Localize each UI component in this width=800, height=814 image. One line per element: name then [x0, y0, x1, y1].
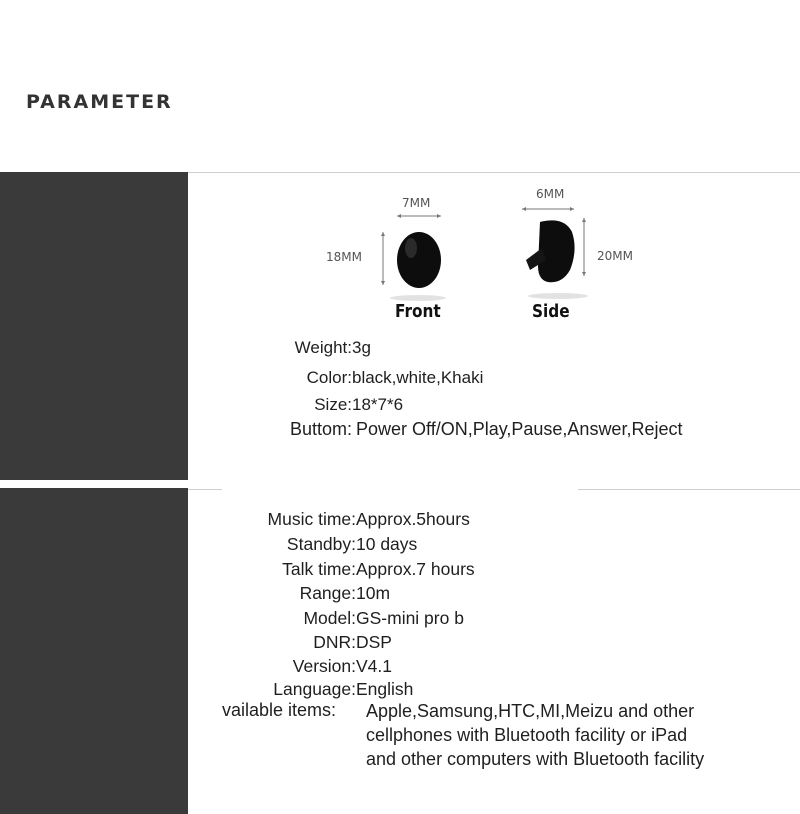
spec-talk-time [188, 559, 475, 580]
spec-value: black,white,Khaki [352, 368, 484, 387]
front-width-label: 7MM [402, 196, 431, 210]
spec-label: Language: [273, 679, 356, 699]
spec-value: 10 days [356, 534, 418, 554]
side-height-label: 20MM [597, 249, 633, 263]
spec-music-time [188, 509, 470, 530]
spec-version [188, 656, 392, 677]
spec-label: Music time: [267, 509, 356, 529]
side-earbud-icon [512, 200, 596, 304]
spec-label: Weight: [294, 338, 352, 357]
side-view-label: Side [532, 301, 570, 322]
available-line: Apple,Samsung,HTC,MI,Meizu and other [366, 701, 695, 721]
spec-label: Range: [299, 583, 356, 603]
spec-weight [200, 338, 371, 358]
front-height-label: 18MM [326, 250, 362, 264]
front-view-label: Front [395, 301, 441, 322]
spec-value: 10m [356, 583, 391, 603]
spec-color [200, 368, 483, 388]
spec-label: vailable items: [222, 700, 337, 720]
spec-value: English [356, 679, 414, 699]
spec-button [200, 419, 682, 440]
spec-label: Version: [292, 656, 356, 676]
spec-value: Approx.5hours [356, 509, 470, 529]
front-earbud-icon [370, 205, 450, 305]
page-title: PARAMETER [26, 91, 173, 113]
left-dark-band-top [0, 172, 188, 480]
spec-value: DSP [356, 632, 392, 652]
spec-dnr [188, 632, 392, 653]
spec-model [188, 608, 464, 629]
divider-top [188, 172, 800, 173]
spec-label: Talk time: [282, 559, 356, 579]
available-line: cellphones with Bluetooth facility or iPad [366, 725, 688, 745]
spec-size [200, 395, 403, 415]
side-width-label: 6MM [536, 187, 565, 201]
spec-label: Buttom: [289, 419, 352, 439]
available-line: and other computers with Bluetooth facility [366, 749, 705, 769]
spec-language [188, 679, 413, 700]
spec-value: 3g [352, 338, 371, 357]
spec-value: V4.1 [356, 656, 392, 676]
spec-value: Approx.7 hours [356, 559, 475, 579]
divider-mid-left [188, 489, 222, 490]
spec-value: Power Off/ON,Play,Pause,Answer,Reject [356, 419, 683, 439]
spec-label: Color: [306, 368, 352, 387]
spec-label: Standby: [286, 534, 356, 554]
spec-label: Size: [314, 395, 352, 414]
spec-standby [188, 534, 417, 555]
spec-label: DNR: [313, 632, 356, 652]
spec-available-items [222, 700, 786, 771]
left-dark-band-bottom [0, 488, 188, 814]
divider-mid-right [578, 489, 800, 490]
spec-range [188, 583, 390, 604]
spec-value: GS-mini pro b [356, 608, 464, 628]
spec-label: Model: [303, 608, 356, 628]
spec-value: 18*7*6 [352, 395, 404, 414]
spec-value [366, 699, 786, 771]
